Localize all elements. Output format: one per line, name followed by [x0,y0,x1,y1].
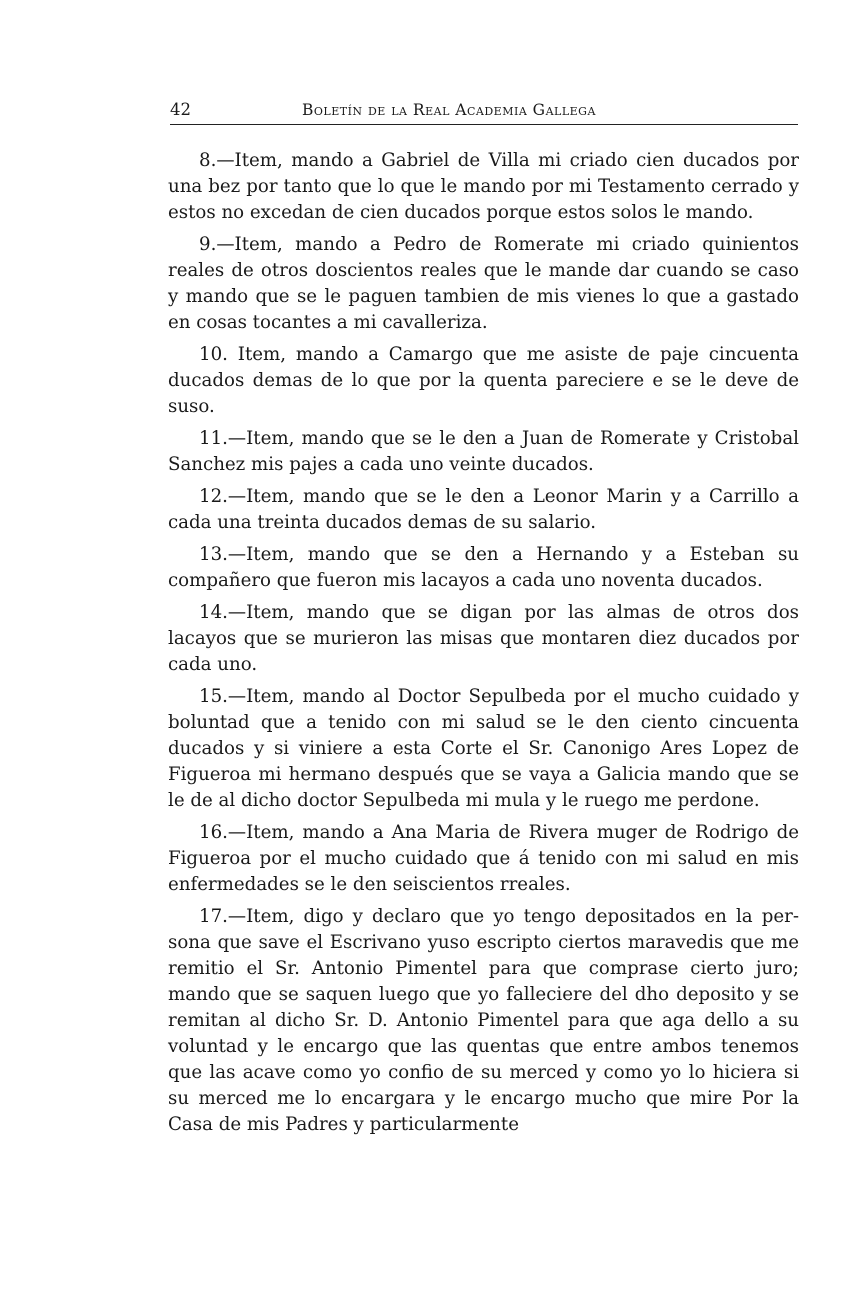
page-header [170,96,798,125]
paragraph-item-13: 13.—Item, mando que se den a Hernando y a Esteban su compañero que fueron mis lacayos a cada uno noventa ducados. [168,544,799,591]
paragraph-item-15: 15.—Item, mando al Doctor Sepulbeda por el mucho cuidado y boluntad que a tenido con mi salud se le den ciento cincuenta ducados y si viniere a esta Corte el Sr. Canonigo Ares Lopez de Figueroa mi hermano después que se vaya a Galicia mando que se le de al dicho doctor Sepulbeda mi mula y le ruego me perdone. [168,686,799,811]
paragraph-item-9: 9.—Item, mando a Pedro de Romerate mi criado quinientos reales de otros doscientos reales que le mande dar cuando se caso y mando que se le paguen tambien de mis vienes lo que a gastado en cosas tocantes a mi cavalleriza. [168,234,799,333]
paragraph-item-17: 17.—Item, digo y declaro que yo tengo depositados en la persona que save el Escrivano yuso escripto ciertos maravedis que me remitio el Sr. Antonio Pimentel para que comprase cierto juro; mando que se saquen luego que yo falleciere del dho deposito y se remitan al dicho Sr. D. Antonio Pimentel para que aga dello a su voluntad y le encargo que las quentas que entre ambos tenemos que las acave como yo confio de su merced y como yo lo hiciera si su merced me lo encargara y le encargo mucho que mire Por la Casa de mis Padres y particularmente [168,906,799,1135]
paragraph-item-10: 10. Item, mando a Camargo que me asiste de paje cincuenta ducados demas de lo que por la quenta pareciere e se le deve de suso. [168,344,799,417]
document-body [168,148,799,1144]
paragraph-item-11: 11.—Item, mando que se le den a Juan de Romerate y Cristobal Sanchez mis pajes a cada uno veinte ducados. [168,428,799,475]
running-title: Boletín de la Real Academia Gallega [302,101,596,119]
page-number: 42 [170,100,191,119]
paragraph-item-16: 16.—Item, mando a Ana Maria de Rivera muger de Rodrigo de Figueroa por el mucho cuidado que á tenido con mi salud en mis enfermedades se le den seiscientos rreales. [168,822,799,895]
paragraph-item-12: 12.—Item, mando que se le den a Leonor Marin y a Carrillo a cada una treinta ducados demas de su salario. [168,486,799,533]
paragraph-item-8: 8.—Item, mando a Gabriel de Villa mi criado cien ducados por una bez por tanto que lo que le mando por mi Testamento cerrado y estos no excedan de cien ducados porque estos solos le mando. [168,150,799,223]
paragraph-item-14: 14.—Item, mando que se digan por las almas de otros dos lacayos que se murieron las misas que montaren diez ducados por cada uno. [168,602,799,675]
